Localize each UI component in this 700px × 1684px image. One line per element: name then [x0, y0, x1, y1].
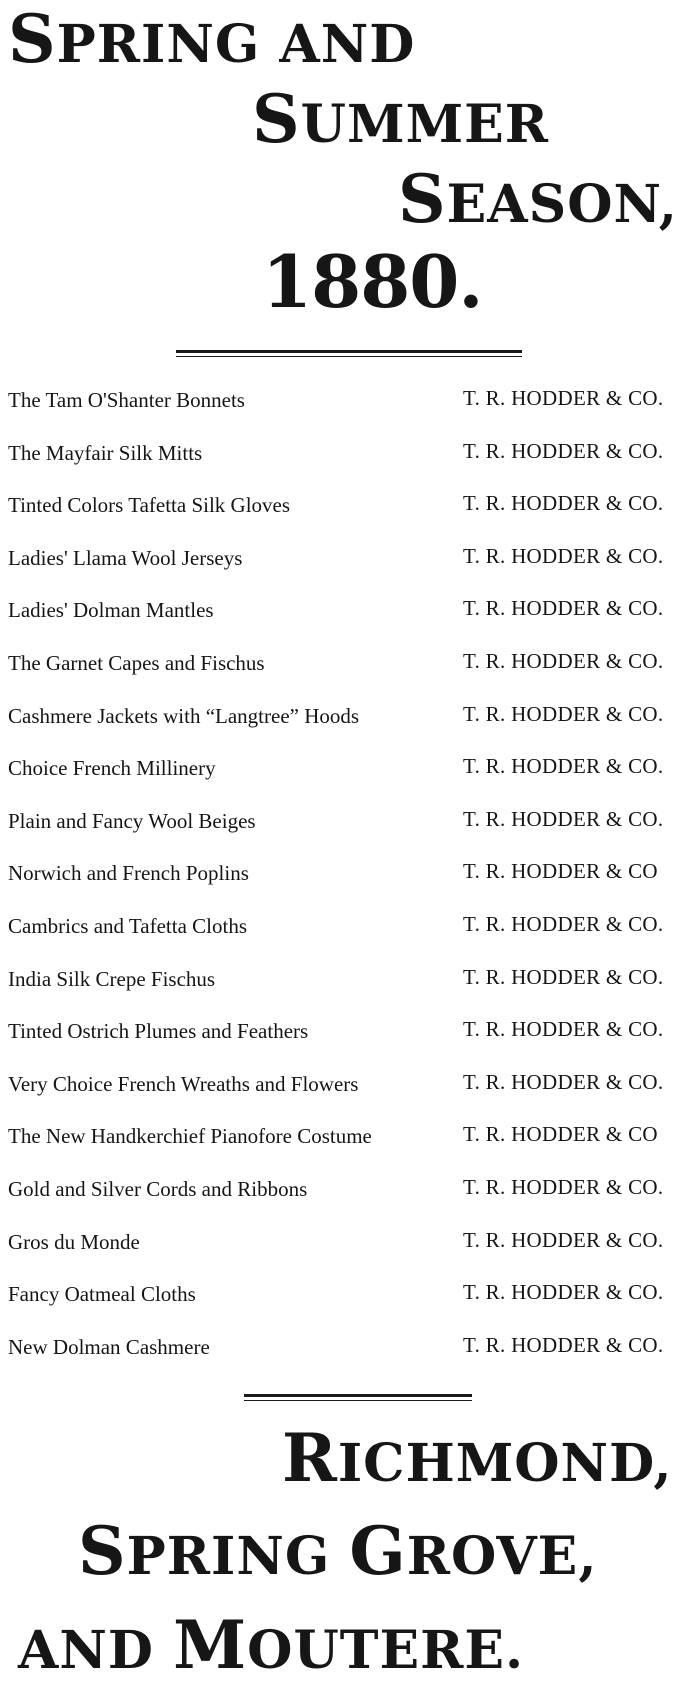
headline-cap: S [8, 0, 57, 78]
headline-richmond [282, 1419, 673, 1497]
vendor-name: T. R. HODDER & CO. [463, 438, 664, 463]
item-name: Gros du Monde [8, 1229, 140, 1254]
headline-cap: S [252, 80, 301, 158]
item-name: Tinted Ostrich Plumes and Feathers [8, 1019, 309, 1044]
list-item [0, 964, 700, 1020]
list-item [0, 1124, 700, 1177]
list-item [0, 438, 700, 494]
headline-text: ICHMOND, [337, 1433, 673, 1494]
item-name: Ladies' Dolman Mantles [8, 598, 214, 623]
vendor-name: T. R. HODDER & CO. [463, 1332, 664, 1357]
list-item [0, 493, 700, 546]
vendor-name: T. R. HODDER & CO. [463, 1017, 664, 1042]
list-item [0, 543, 700, 599]
list-item [0, 861, 700, 914]
headline-text: OUTERE. [247, 1620, 525, 1681]
item-name: The Mayfair Silk Mitts [8, 440, 203, 465]
vendor-name: T. R. HODDER & CO. [463, 1227, 664, 1252]
item-name: Plain and Fancy Wool Beiges [8, 808, 256, 833]
vendor-name: T. R. HODDER & CO. [463, 911, 664, 936]
vendor-name: T. R. HODDER & CO. [463, 1069, 664, 1094]
divider-rule [244, 1394, 472, 1401]
list-item [0, 701, 700, 757]
list-item [0, 911, 700, 967]
product-listing [0, 388, 700, 1387]
list-item [0, 806, 700, 862]
item-name: Gold and Silver Cords and Ribbons [8, 1176, 308, 1201]
list-item [0, 1332, 700, 1388]
item-name: Norwich and French Poplins [8, 861, 249, 886]
headline-cap: S [78, 1512, 127, 1590]
list-item [0, 388, 700, 441]
headline-cap: R [282, 1419, 338, 1497]
list-item [0, 1227, 700, 1283]
list-item [0, 1069, 700, 1125]
vendor-name: T. R. HODDER & CO. [463, 964, 664, 989]
headline-spring-and [8, 0, 416, 78]
item-name: Cashmere Jackets with “Langtree” Hoods [8, 703, 360, 728]
vendor-name: T. R. HODDER & CO. [463, 1280, 664, 1305]
headline-text: AND [260, 14, 416, 75]
vendor-name: T. R. HODDER & CO. [463, 754, 664, 779]
vendor-name: T. R. HODDER & CO. [463, 543, 664, 568]
headline-cap: M [173, 1606, 248, 1684]
item-name: The New Handkerchief Pianofore Costume [8, 1124, 372, 1149]
item-name: Ladies' Llama Wool Jerseys [8, 545, 243, 570]
vendor-name: T. R. HODDER & CO [463, 1122, 658, 1147]
headline-text: EASON, [446, 174, 678, 235]
item-name: Choice French Millinery [8, 756, 216, 781]
headline-text: ROVE, [406, 1526, 598, 1587]
vendor-name: T. R. HODDER & CO. [463, 491, 664, 516]
headline-season [398, 160, 678, 238]
list-item [0, 1282, 700, 1335]
headline-year: 1880. [262, 239, 483, 324]
list-item [0, 598, 700, 651]
headline-text: UMMER [300, 94, 549, 155]
headline-spring-grove [78, 1512, 598, 1590]
headline-cap: S [398, 160, 447, 238]
headline-and-moutere [18, 1606, 525, 1684]
headline-cap: G [349, 1512, 407, 1590]
list-item [0, 756, 700, 809]
item-name: Tinted Colors Tafetta Silk Gloves [8, 493, 291, 518]
list-item [0, 648, 700, 704]
item-name: Cambrics and Tafetta Cloths [8, 913, 248, 938]
vendor-name: T. R. HODDER & CO. [463, 806, 664, 831]
item-name: The Tam O'Shanter Bonnets [8, 388, 245, 412]
headline-summer [252, 80, 549, 158]
item-name: Fancy Oatmeal Cloths [8, 1282, 196, 1307]
vendor-name: T. R. HODDER & CO. [463, 1174, 664, 1199]
item-name: India Silk Crepe Fischus [8, 966, 216, 991]
list-item [0, 1019, 700, 1072]
vendor-name: T. R. HODDER & CO. [463, 596, 664, 621]
vendor-name: T. R. HODDER & CO. [463, 386, 664, 410]
vendor-name: T. R. HODDER & CO [463, 859, 658, 884]
vendor-name: T. R. HODDER & CO. [463, 648, 664, 673]
headline-text: PRING [126, 1526, 350, 1587]
list-item [0, 1174, 700, 1230]
item-name: New Dolman Cashmere [8, 1334, 210, 1359]
item-name: Very Choice French Wreaths and Flowers [8, 1071, 359, 1096]
item-name: The Garnet Capes and Fischus [8, 650, 265, 675]
headline-text: PRING [56, 14, 261, 75]
vendor-name: T. R. HODDER & CO. [463, 701, 664, 726]
headline-text: AND [18, 1620, 174, 1681]
divider-rule [176, 350, 522, 357]
